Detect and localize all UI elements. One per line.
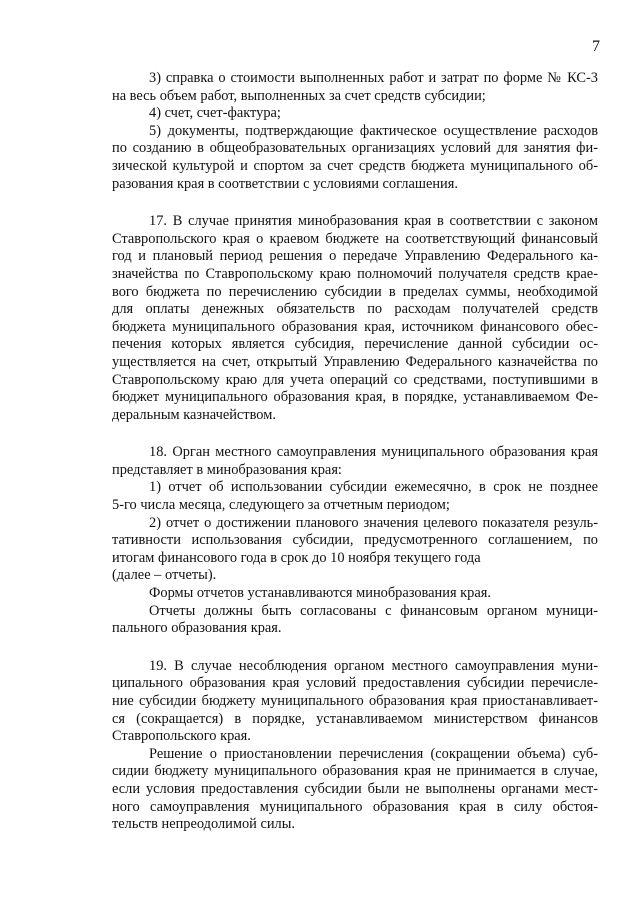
text-line: сидии бюджету муниципального образования края не принимается в случае, xyxy=(112,763,598,780)
text-line: если условия предоставления субсидии были не выполнены органами мест- xyxy=(112,780,598,797)
paragraph-suspension-decision xyxy=(112,746,598,834)
text-line: Решение о приостановлении перечисления (сокращении объема) суб- xyxy=(149,745,598,762)
text-line: для оплаты денежных обязательств по расходам получателей средств xyxy=(112,301,598,318)
paragraph-spacer xyxy=(112,193,598,213)
text-line: 5-го числа месяца, следующего за отчетным периодом; xyxy=(112,497,450,514)
paragraph-3-spravka xyxy=(112,70,598,105)
scan-top-edge-mark xyxy=(318,0,578,4)
text-line: 18. Орган местного самоуправления муниципального образования края xyxy=(149,444,598,461)
text-line: 17. В случае принятия минобразования края в соответствии с законом xyxy=(149,213,598,230)
text-line: зической культурой и спортом за счет средств бюджета муниципального об- xyxy=(112,157,598,174)
paragraph-4-schet xyxy=(112,105,598,123)
text-line: 2) отчет о достижении планового значения целевого показателя резуль- xyxy=(149,514,598,531)
paragraph-reports-agreed xyxy=(112,603,598,638)
paragraph-spacer xyxy=(112,424,598,444)
text-line: год и плановый период решения о передаче Управлению Федерального ка- xyxy=(112,248,598,265)
document-body xyxy=(112,70,598,834)
paragraph-report-forms xyxy=(112,585,598,603)
text-line: 4) счет, счет-фактура; xyxy=(149,105,281,122)
text-line: по созданию в общеобразовательных организациях условий для занятия фи- xyxy=(112,140,598,157)
paragraph-spacer xyxy=(112,638,598,658)
text-line: итогам финансового года в срок до 10 ноября текущего года xyxy=(112,549,481,566)
paragraph-5-dokumenty xyxy=(112,123,598,193)
text-line: Ставропольскому краю для учета операций со средствами, поступившими в xyxy=(112,371,598,388)
text-line: бюджета муниципального образования края, источником финансового обес- xyxy=(112,318,598,335)
text-line: ся (сокращается) в порядке, устанавливаемом министерством финансов xyxy=(112,710,598,727)
text-line: 3) справка о стоимости выполненных работ и затрат по форме № КС-3 xyxy=(149,70,598,86)
text-line: бюджет муниципального образования края, в порядке, устанавливаемом Фе- xyxy=(112,389,598,406)
text-line: тельств непреодолимой силы. xyxy=(112,816,295,833)
text-line: 1) отчет об использовании субсидии ежемесячно, в срок не позднее xyxy=(149,479,598,496)
paragraph-18-item-2 xyxy=(112,515,598,585)
paragraph-18 xyxy=(112,444,598,479)
text-line: ного самоуправления муниципального образования края в силу обстоя- xyxy=(112,798,598,815)
text-line: тативности использования субсидии, предусмотренного соглашением, по xyxy=(112,532,598,549)
text-line: Формы отчетов устанавливаются минобразования края. xyxy=(149,585,491,602)
text-line: пального образования края. xyxy=(112,620,282,637)
text-line: (далее – отчеты). xyxy=(112,567,217,584)
paragraph-17 xyxy=(112,213,598,424)
text-line: деральным казначейством. xyxy=(112,406,276,423)
text-line: уществляется на счет, открытый Управлению Федерального казначейства по xyxy=(112,353,598,370)
text-line: печения которых является субсидия, перечисление данной субсидии ос- xyxy=(112,336,598,353)
page-number: 7 xyxy=(592,38,600,55)
text-line: Отчеты должны быть согласованы с финансовым органом муници- xyxy=(149,602,598,619)
text-line: ние субсидии бюджету муниципального образования края приостанавливает- xyxy=(112,693,598,709)
text-line: 5) документы, подтверждающие фактическое осуществление расходов xyxy=(149,122,598,139)
text-line: вого бюджета по перечислению субсидии в пределах суммы, необходимой xyxy=(112,283,598,300)
text-line: Ставропольского края о краевом бюджете на соответствующий финансовый xyxy=(112,230,598,247)
text-line: представляет в минобразования края: xyxy=(112,461,342,478)
text-line: на весь объем работ, выполненных за счет средств субсидии; xyxy=(112,87,486,104)
text-line: разования края в соответствии с условиями соглашения. xyxy=(112,175,458,192)
text-line: 19. В случае несоблюдения органом местного самоуправления муни- xyxy=(149,657,598,674)
paragraph-18-item-1 xyxy=(112,479,598,514)
text-line: ципального образования края условий предоставления субсидии перечисле- xyxy=(112,675,598,692)
text-line: Ставропольского края. xyxy=(112,728,251,745)
paragraph-19 xyxy=(112,658,598,746)
text-line: значейства по Ставропольскому краю полномочий получателя средств крае- xyxy=(112,265,598,282)
